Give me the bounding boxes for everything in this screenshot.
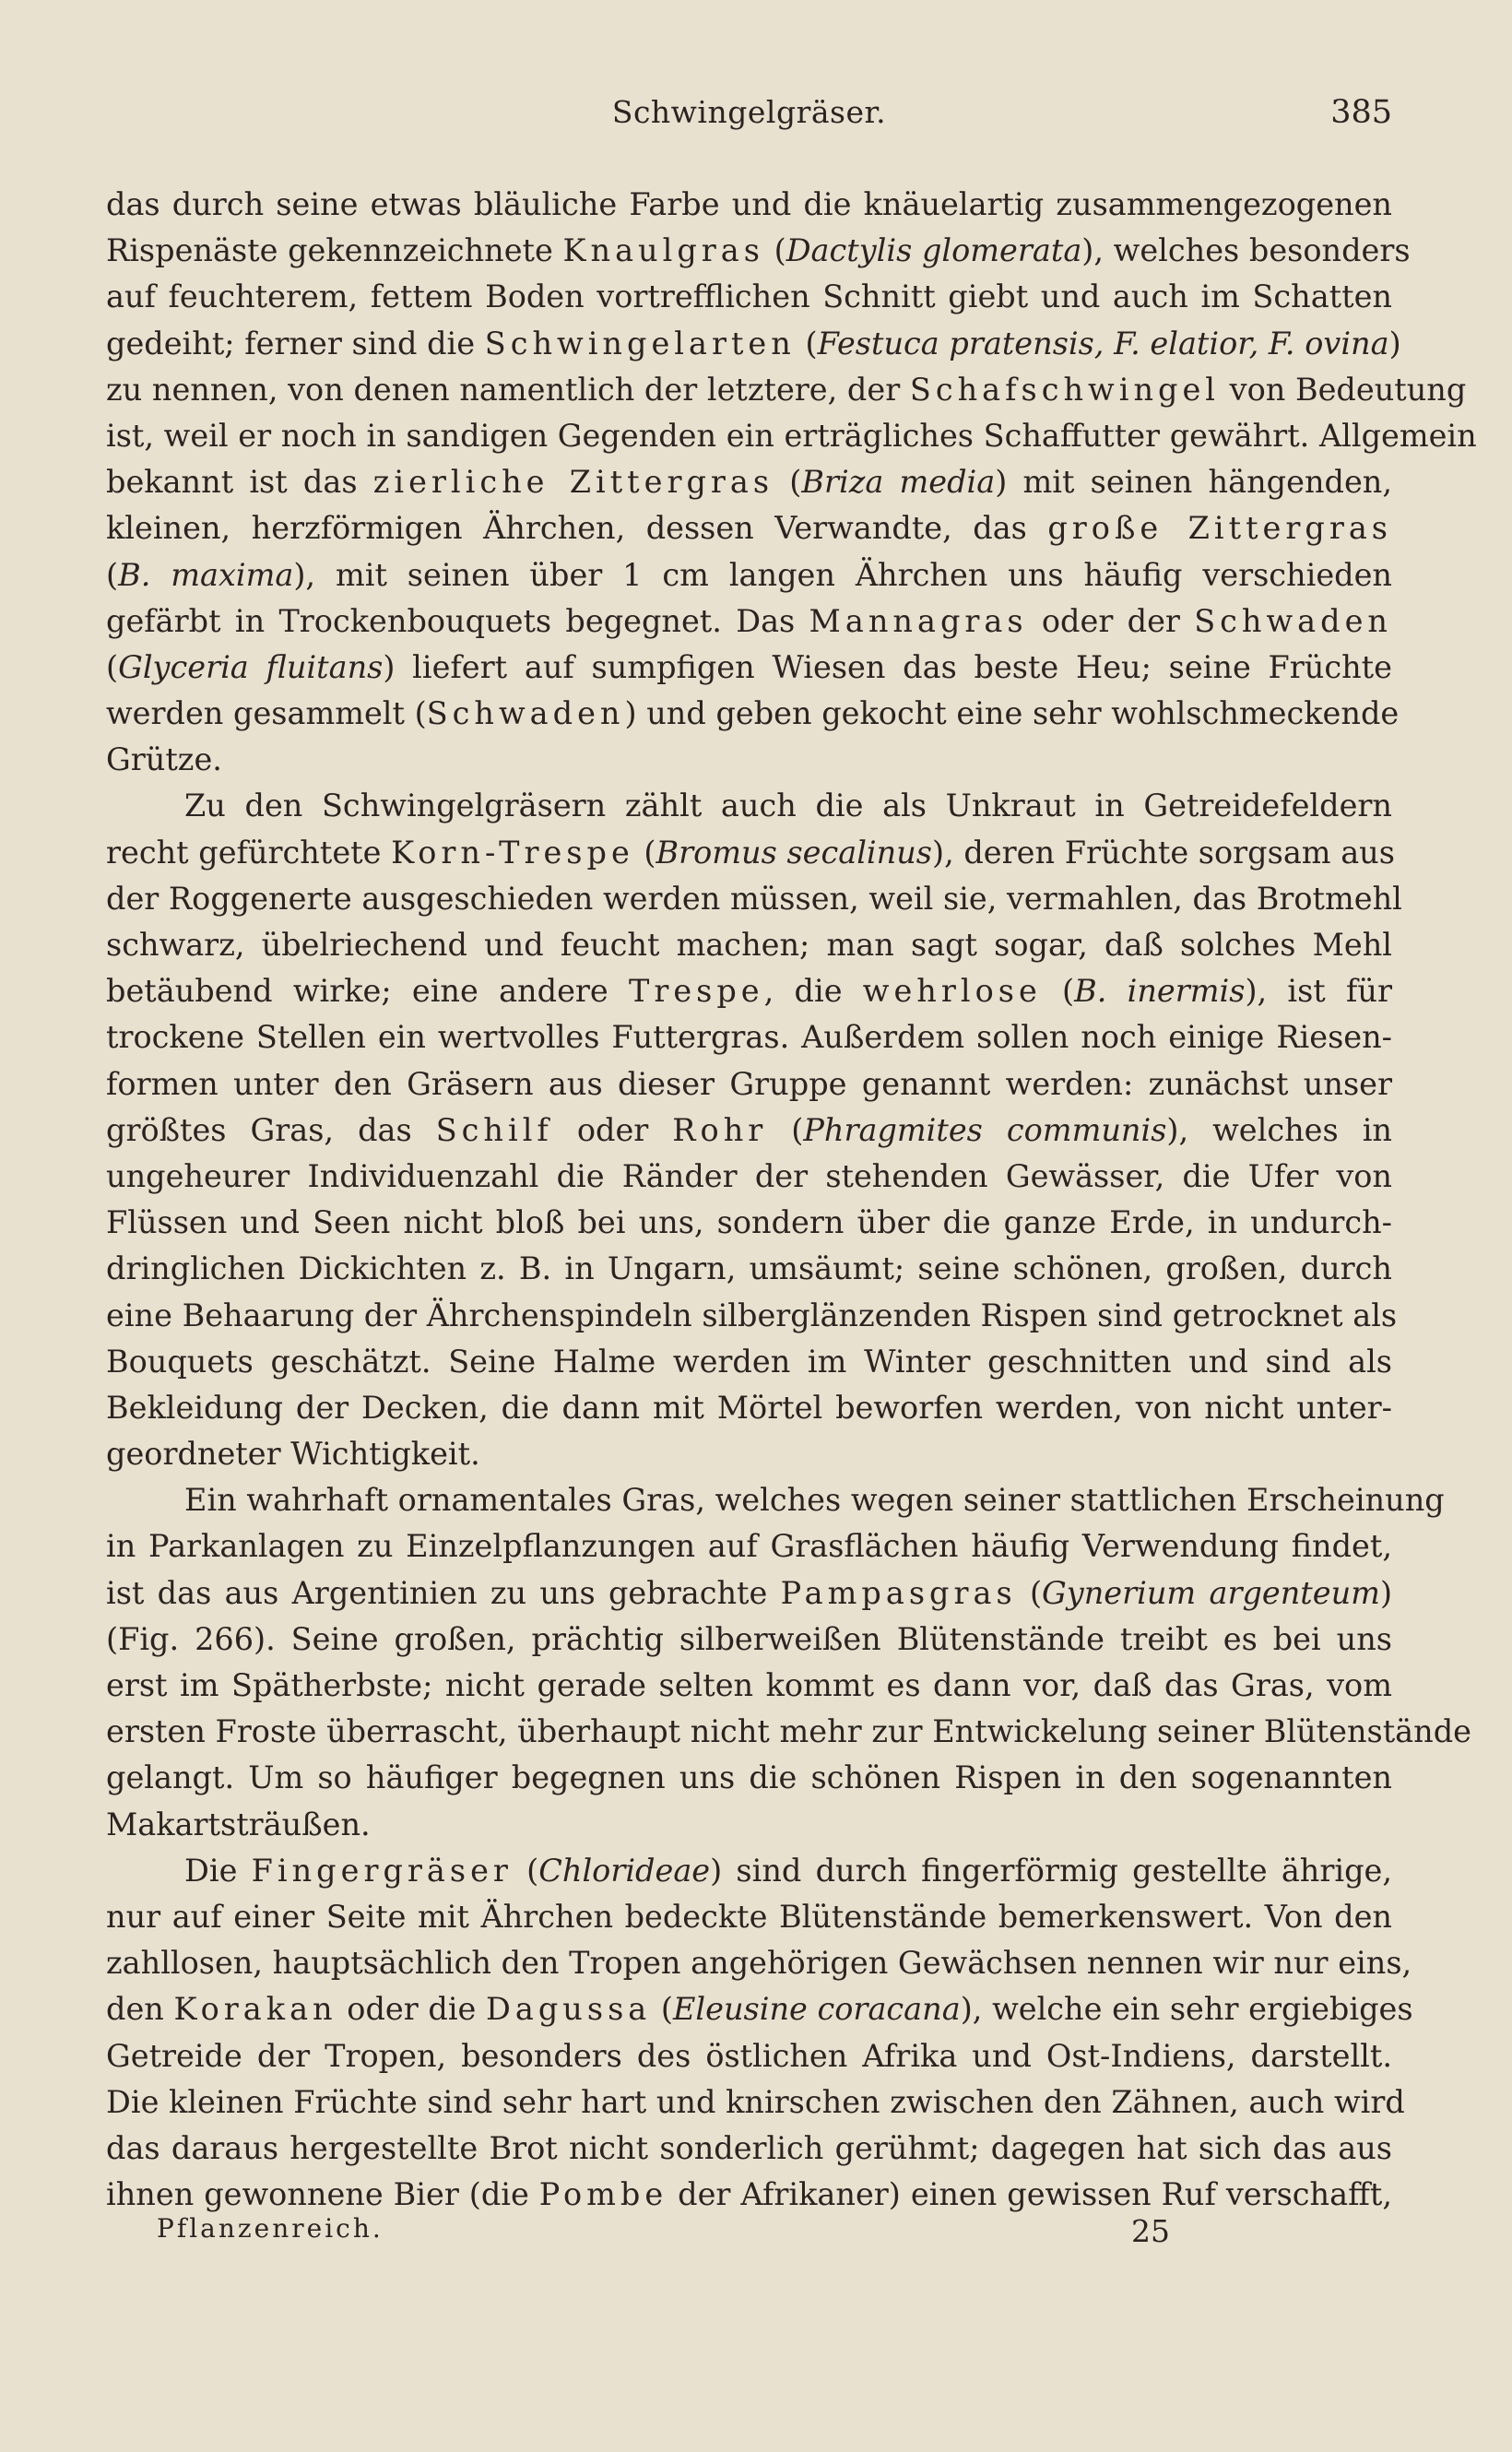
page-header [106, 94, 1392, 140]
emphasized-term: Schafschwingel [909, 371, 1221, 408]
text-run: Getreide der Tropen, besonders des östlichen Afrika und Ost-Indiens, darstellt. [106, 2037, 1392, 2074]
text-line [106, 2079, 1405, 2126]
latin-name: Phragmites communis [803, 1111, 1167, 1148]
text-run: ), mit seinen über 1 cm langen Ährchen uns häufig verschieden [293, 556, 1393, 593]
emphasized-term: wehrlose [862, 973, 1042, 1010]
emphasized-term: Schwingelarten [484, 325, 796, 361]
text-run: ersten Froste überrascht, überhaupt nicht mehr zur Entwickelung seiner Blütenstände [106, 1713, 1471, 1750]
text-line [106, 367, 1467, 413]
emphasized-term: Schwaden [426, 695, 625, 732]
text-line [106, 182, 1392, 228]
emphasized-term: Trespe [628, 973, 764, 1010]
text-line [106, 552, 1392, 598]
text-line [106, 228, 1411, 274]
text-run: zu nennen, von denen namentlich der letztere, der [106, 371, 910, 408]
latin-name: Dactylis glomerata [786, 232, 1082, 269]
text-run: ( [512, 1852, 539, 1889]
text-line [106, 1477, 1445, 1523]
text-line [106, 321, 1401, 367]
text-line [106, 691, 1400, 737]
text-run: ( [1041, 973, 1075, 1010]
text-run: ), welches besonders [1081, 232, 1411, 269]
text-run: ) [1379, 1574, 1393, 1611]
latin-name: B. maxima [118, 556, 294, 593]
latin-name: Chlorideae [538, 1852, 711, 1889]
emphasized-term: Knaulgras [562, 232, 764, 269]
sheet-number: 25 [1131, 2213, 1170, 2249]
text-run: erst im Spätherbste; nicht gerade selten kommt es dann vor, daß das Gras, vom [106, 1667, 1392, 1703]
emphasized-term: Rohr [672, 1111, 768, 1148]
text-run: der Roggenerte ausgeschieden werden müssen, weil sie, vermahlen, das Brotmehl [106, 880, 1402, 917]
text-run: ihnen gewonnene Bier (die [106, 2176, 539, 2213]
sheet-signature: Pflanzenreich. [157, 2213, 384, 2244]
text-line [106, 1940, 1412, 1986]
latin-name: Bromus secalinus [656, 834, 932, 871]
text-run: auf feuchterem, fettem Boden vortrefflichen Schnitt giebt und auch im Schatten [106, 278, 1392, 315]
text-line [106, 1200, 1392, 1246]
emphasized-term: Korakan [173, 1991, 337, 2028]
text-run: ), ist für [1245, 973, 1393, 1010]
latin-name: Briza media [801, 464, 996, 501]
text-line [106, 737, 1392, 783]
text-run: formen unter den Gräsern aus dieser Gruppe genannt werden: zunächst unser [106, 1065, 1392, 1102]
text-run: gedeiht; ferner sind die [106, 325, 485, 361]
text-line [106, 413, 1477, 459]
text-run: werden gesammelt ( [106, 695, 427, 732]
text-run: Bouquets geschätzt. Seine Halme werden im Winter geschnitten und sind als [106, 1343, 1392, 1380]
text-run: ) mit seinen hängenden, [995, 464, 1393, 501]
text-run: (Fig. 266). Seine großen, prächtig silberweißen Blütenstände treibt es bei uns [106, 1620, 1392, 1657]
emphasized-term: große Zittergras [1047, 510, 1392, 547]
text-line [106, 1755, 1392, 1801]
text-run: recht gefürchtete [106, 834, 392, 871]
text-line [106, 1617, 1392, 1663]
body-text [106, 182, 1477, 2218]
emphasized-term: Korn-Trespe [391, 834, 634, 871]
text-line [106, 968, 1392, 1014]
text-run: das daraus hergestellte Brot nicht sonderlich gerühmt; dagegen hat sich das aus [106, 2129, 1392, 2166]
latin-name: Festuca pratensis, F. elatior, F. ovina [817, 325, 1389, 361]
text-run: ist, weil er noch in sandigen Gegenden ein erträgliches Schaffutter gewährt. Allgemein [106, 417, 1477, 454]
page-number: 385 [1330, 94, 1392, 131]
text-run: Bekleidung der Decken, die dann mit Mörtel beworfen werden, von nicht unter- [106, 1389, 1392, 1426]
text-line [106, 783, 1392, 829]
text-run: Die [184, 1852, 252, 1889]
text-run: ) liefert auf sumpfigen Wiesen das beste Heu; seine Früchte [383, 648, 1392, 685]
emphasized-term: zierliche Zittergras [372, 464, 774, 501]
text-run: ), welches in [1166, 1111, 1392, 1148]
emphasized-term: Mannagras [809, 602, 1028, 639]
text-line [106, 1431, 1392, 1477]
text-run: Rispenäste gekennzeichnete [106, 232, 563, 269]
emphasized-term: Pampasgras [780, 1574, 1017, 1611]
text-run: ( [1016, 1574, 1043, 1611]
text-line [106, 1339, 1392, 1385]
emphasized-term: Schilf [435, 1111, 553, 1148]
text-run: gelangt. Um so häufiger begegnen uns die schönen Rispen in den sogenannten [106, 1759, 1392, 1796]
text-line [106, 1246, 1392, 1292]
text-line [106, 1894, 1392, 1940]
text-line [106, 598, 1392, 645]
text-run: ) [1388, 325, 1401, 361]
text-line [106, 1848, 1392, 1894]
text-run: Grütze. [106, 741, 222, 778]
text-line [106, 645, 1392, 691]
text-run: trockene Stellen ein wertvolles Futtergras. Außerdem sollen noch einige Riesen- [106, 1019, 1392, 1056]
text-run: ( [651, 1991, 673, 2028]
text-run: ungeheurer Individuenzahl die Ränder der stehenden Gewässer, die Ufer von [106, 1157, 1392, 1194]
text-line [106, 1061, 1392, 1108]
text-run: Flüssen und Seen nicht bloß bei uns, sondern über die ganze Erde, in undurch- [106, 1204, 1392, 1241]
text-run: gefärbt in Trockenbouquets begegnet. Das [106, 602, 809, 639]
text-run: ), deren Früchte sorgsam aus [932, 834, 1395, 871]
text-run: ist das aus Argentinien zu uns gebrachte [106, 1574, 781, 1611]
text-line [106, 1293, 1398, 1339]
text-run: oder die [337, 1991, 487, 2028]
text-line [106, 1986, 1413, 2032]
text-line [106, 1523, 1392, 1570]
text-run: ( [106, 648, 119, 685]
text-line [106, 1385, 1392, 1431]
text-run: Makartsträußen. [106, 1806, 371, 1842]
text-run: ( [767, 1111, 804, 1148]
text-run: ( [774, 464, 802, 501]
text-line [106, 2172, 1392, 2218]
text-run: in Parkanlagen zu Einzelpflanzungen auf Grasflächen häufig Verwendung findet, [106, 1528, 1392, 1565]
text-run: den [106, 1991, 174, 2028]
text-run: von Bedeutung [1220, 371, 1467, 408]
text-run: ), welche ein sehr ergiebiges [960, 1991, 1413, 2028]
text-line [106, 922, 1392, 968]
text-line [106, 2126, 1392, 2172]
latin-name: Gynerium argenteum [1042, 1574, 1380, 1611]
text-run: Ein wahrhaft ornamentales Gras, welches wegen seiner stattlichen Erscheinung [184, 1482, 1445, 1519]
text-run: oder [552, 1111, 673, 1148]
text-run: ( [763, 232, 786, 269]
text-line [106, 876, 1402, 922]
text-line [106, 1802, 1392, 1848]
latin-name: Glyceria fluitans [118, 648, 384, 685]
text-run: der Afrikaner) einen gewissen Ruf verschafft, [667, 2176, 1393, 2213]
text-run: ) und geben gekocht eine sehr wohlschmeckende [624, 695, 1400, 732]
text-run: ( [106, 556, 119, 593]
emphasized-term: Dagussa [486, 1991, 652, 2028]
text-run: zahllosen, hauptsächlich den Tropen angehörigen Gewächsen nennen wir nur eins, [106, 1945, 1412, 1982]
text-run: Zu den Schwingelgräsern zählt auch die als Unkraut in Getreidefeldern [184, 788, 1392, 824]
text-run: schwarz, übelriechend und feucht machen; man sagt sogar, daß solches Mehl [106, 927, 1392, 963]
text-run: ( [633, 834, 656, 871]
emphasized-term: Fingergräser [251, 1852, 513, 1889]
page-footer [157, 2213, 1171, 2259]
latin-name: Eleusine coracana [672, 1991, 961, 2028]
text-run: oder der [1027, 602, 1195, 639]
emphasized-term: Schwaden [1194, 602, 1392, 639]
text-run: betäubend wirke; eine andere [106, 973, 629, 1010]
text-line [106, 1709, 1471, 1755]
text-line [106, 505, 1392, 551]
text-line [106, 1663, 1392, 1709]
text-run: , die [763, 973, 863, 1010]
text-line [106, 1154, 1392, 1200]
text-run: Die kleinen Früchte sind sehr hart und knirschen zwischen den Zähnen, auch wird [106, 2083, 1405, 2120]
emphasized-term: Pombe [538, 2176, 668, 2213]
text-line [106, 2033, 1392, 2079]
text-run: dringlichen Dickichten z. B. in Ungarn, umsäumt; seine schönen, großen, durch [106, 1250, 1392, 1287]
text-line [106, 1570, 1392, 1617]
text-run: ) sind durch fingerförmig gestellte ährige, [710, 1852, 1393, 1889]
text-run: kleinen, herzförmigen Ährchen, dessen Verwandte, das [106, 510, 1048, 547]
text-line [106, 274, 1392, 320]
text-run: geordneter Wichtigkeit. [106, 1436, 480, 1473]
text-run: nur auf einer Seite mit Ährchen bedeckte Blütenstände bemerkenswert. Von den [106, 1898, 1392, 1935]
text-run: das durch seine etwas bläuliche Farbe und die knäuelartig zusammengezogenen [106, 186, 1392, 222]
text-line [106, 1108, 1392, 1154]
text-run: eine Behaarung der Ährchenspindeln silberglänzenden Rispen sind getrocknet als [106, 1297, 1398, 1333]
running-title: Schwingelgräser. [611, 94, 887, 130]
text-run: größtes Gras, das [106, 1111, 436, 1148]
text-line [106, 830, 1395, 876]
text-run: bekannt ist das [106, 464, 373, 501]
latin-name: B. inermis [1074, 973, 1246, 1010]
text-run: ( [795, 325, 818, 361]
text-line [106, 459, 1392, 505]
text-line [106, 1014, 1392, 1060]
